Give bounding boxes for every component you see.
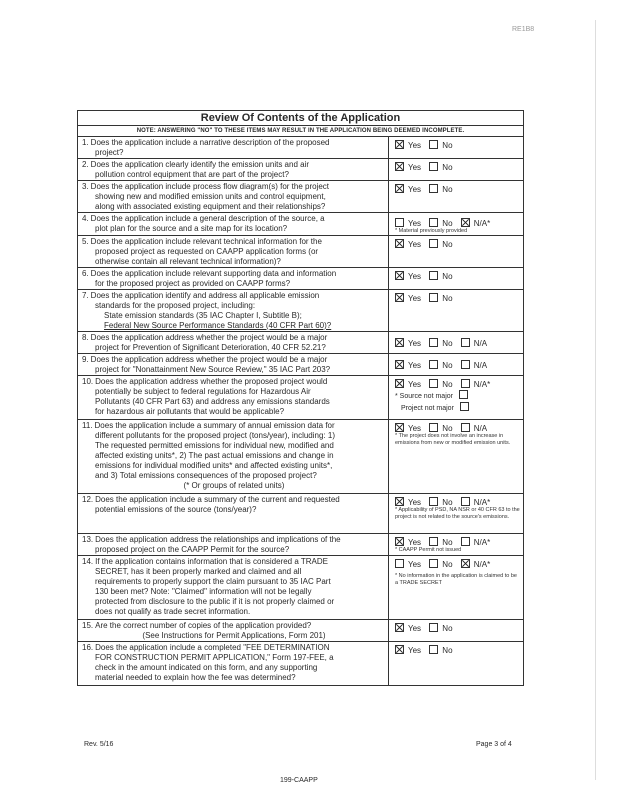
question-row-6 — [78, 268, 524, 290]
question-row-16 — [78, 642, 524, 686]
question-text: 5. Does the application include relevant technical information for the proposed project as requested on CAAPP application forms (or otherwise contain all relevant technical information)? — [78, 236, 389, 268]
yes-checkbox[interactable] — [395, 140, 404, 149]
yes-checkbox[interactable] — [395, 239, 404, 248]
review-table — [77, 110, 524, 686]
page-number: Page 3 of 4 — [476, 741, 512, 748]
yes-checkbox[interactable] — [395, 537, 404, 546]
no-checkbox[interactable] — [429, 423, 438, 432]
question-text: 13. Does the application address the relationships and implications of the proposed project on the CAAPP Permit for the source? — [78, 534, 389, 556]
no-checkbox[interactable] — [429, 497, 438, 506]
answer-cell: Yes No N/A* * No information in the application is claimed to be a TRADE SECRET — [389, 556, 524, 620]
project-not-major-label: Project not major — [401, 405, 454, 412]
answer-cell: Yes No N/A* * CAAPP Permit not issued — [389, 534, 524, 556]
question-text: 9. Does the application address whether the project would be a major project for "Nonattainment New Source Review," 35 IAC Part 203? — [78, 354, 389, 376]
no-checkbox[interactable] — [429, 645, 438, 654]
form-number: 199-CAAPP — [280, 777, 318, 784]
na-checkbox[interactable] — [461, 218, 470, 227]
question-text: 11. Does the application include a summary of annual emission data for different pollutants for the proposed project (tons/year), including: 1) The requested permitted emissions for individual new, modified and affected existing units*, 2) The past actual emissions and change in emissions for individual modified units* and affected existing units*, and 3) Total emissions consequences of the proposed project? (* Or groups of related units) — [78, 420, 389, 494]
na-checkbox[interactable] — [461, 537, 470, 546]
no-checkbox[interactable] — [429, 218, 438, 227]
answer-note: * CAAPP Permit not issued — [395, 547, 462, 553]
yes-checkbox[interactable] — [395, 379, 404, 388]
no-checkbox[interactable] — [429, 559, 438, 568]
question-text: 10. Does the application address whether the proposed project would potentially be subject to federal regulations for Hazardous Air Pollutants (40 CFR Part 63) and address any emissions standards for hazardous air pollutants that would be applicable? — [78, 376, 389, 420]
question-text: 6. Does the application include relevant supporting data and information for the proposed project as provided on CAAPP forms? — [78, 268, 389, 290]
answer-cell: Yes No — [389, 181, 524, 213]
question-row-7 — [78, 290, 524, 332]
na-checkbox[interactable] — [461, 379, 470, 388]
question-row-5 — [78, 236, 524, 268]
no-checkbox[interactable] — [429, 162, 438, 171]
answer-note: * The project does not involve an increase in emissions from new or modified emission units. — [395, 433, 511, 446]
no-checkbox[interactable] — [429, 623, 438, 632]
no-checkbox[interactable] — [429, 184, 438, 193]
source-not-major-label: * Source not major — [395, 393, 453, 400]
answer-cell: Yes No — [389, 620, 524, 642]
na-checkbox[interactable] — [461, 559, 470, 568]
answer-cell: Yes No N/A — [389, 332, 524, 354]
table-title: Review Of Contents of the Application — [78, 111, 524, 126]
yes-checkbox[interactable] — [395, 338, 404, 347]
question-text: 14. If the application contains information that is considered a TRADE SECRET, has it been properly marked and claimed and all requirements to properly support the claim pursuant to 35 IAC Part 130 been met? Note: "Claimed" information will not be legally protected from disclosure to the public if it is not properly claimed or does not qualify as trade secret information. — [78, 556, 389, 620]
question-row-3 — [78, 181, 524, 213]
question-row-4 — [78, 213, 524, 236]
yes-checkbox[interactable] — [395, 645, 404, 654]
question-row-12 — [78, 494, 524, 534]
question-text: 1. Does the application include a narrative description of the proposed project? — [78, 137, 389, 159]
question-text: 15. Are the correct number of copies of the application provided? (See Instructions for Permit Applications, Form 201) — [78, 620, 389, 642]
question-text: 2. Does the application clearly identify the emission units and air pollution control equipment that are part of the project? — [78, 159, 389, 181]
question-row-8 — [78, 332, 524, 354]
answer-cell: Yes No — [389, 290, 524, 332]
right-margin-line — [595, 20, 596, 780]
answer-cell: Yes No N/A* * Source not major Project not major — [389, 376, 524, 420]
incomplete-note: NOTE: ANSWERING "NO" TO THESE ITEMS MAY RESULT IN THE APPLICATION BEING DEEMED INCOMPLETE. — [78, 126, 524, 137]
yes-checkbox[interactable] — [395, 271, 404, 280]
question-row-9 — [78, 354, 524, 376]
source-not-major-checkbox[interactable] — [459, 390, 468, 399]
yes-checkbox[interactable] — [395, 559, 404, 568]
na-checkbox[interactable] — [461, 423, 470, 432]
question-row-13 — [78, 534, 524, 556]
no-checkbox[interactable] — [429, 379, 438, 388]
header-code: RE1B8 — [512, 26, 535, 33]
question-text: 8. Does the application address whether the project would be a major project for Prevention of Significant Deterioration, 40 CFR 52.21? — [78, 332, 389, 354]
yes-checkbox[interactable] — [395, 423, 404, 432]
question-text: 12. Does the application include a summary of the current and requested potential emissions of the source (tons/year)? — [78, 494, 389, 534]
answer-cell: Yes No — [389, 236, 524, 268]
question-text: 4. Does the application include a general description of the source, a plot plan for the source and a site map for its location? — [78, 213, 389, 236]
answer-cell: Yes No — [389, 268, 524, 290]
question-row-1 — [78, 137, 524, 159]
question-text: 3. Does the application include process flow diagram(s) for the project showing new and modified emission units and control equipment, along with associated existing equipment and their relationships? — [78, 181, 389, 213]
revision-date: Rev. 5/16 — [84, 741, 114, 748]
no-checkbox[interactable] — [429, 360, 438, 369]
yes-checkbox[interactable] — [395, 623, 404, 632]
question-text: 7. Does the application identify and address all applicable emission standards for the proposed project, including: State emission standards (35 IAC Chapter I, Subtitle B); Federal New Source Performance Standards (40 CFR Part 60)? — [78, 290, 389, 332]
answer-cell: Yes No — [389, 137, 524, 159]
answer-cell: Yes No N/A* * Applicability of PSD, NA NSR or 40 CFR 63 to the project is not related to the source's emissions. — [389, 494, 524, 534]
no-checkbox[interactable] — [429, 140, 438, 149]
answer-note: * Material previously provided — [395, 228, 468, 234]
question-row-10 — [78, 376, 524, 420]
answer-cell: Yes No N/A * The project does not involve an increase in emissions from new or modified emission units. — [389, 420, 524, 494]
no-checkbox[interactable] — [429, 271, 438, 280]
answer-cell: Yes No — [389, 642, 524, 686]
answer-note: * Applicability of PSD, NA NSR or 40 CFR 63 to the project is not related to the source's emissions. — [395, 507, 520, 520]
answer-cell: Yes No N/A* * Material previously provided — [389, 213, 524, 236]
na-checkbox[interactable] — [461, 497, 470, 506]
no-checkbox[interactable] — [429, 293, 438, 302]
question-row-14 — [78, 556, 524, 620]
yes-checkbox[interactable] — [395, 218, 404, 227]
no-checkbox[interactable] — [429, 537, 438, 546]
na-checkbox[interactable] — [461, 338, 470, 347]
yes-checkbox[interactable] — [395, 162, 404, 171]
question-row-11 — [78, 420, 524, 494]
no-checkbox[interactable] — [429, 239, 438, 248]
question-text: 16. Does the application include a completed "FEE DETERMINATION FOR CONSTRUCTION PERMIT APPLICATION," Form 197-FEE, a check in the amount indicated on this form, and any supporting material needed to explain how the fee was determined? — [78, 642, 389, 686]
no-checkbox[interactable] — [429, 338, 438, 347]
yes-checkbox[interactable] — [395, 184, 404, 193]
question-row-15 — [78, 620, 524, 642]
answer-cell: Yes No N/A — [389, 354, 524, 376]
na-checkbox[interactable] — [461, 360, 470, 369]
yes-checkbox[interactable] — [395, 293, 404, 302]
answer-cell: Yes No — [389, 159, 524, 181]
question-row-2 — [78, 159, 524, 181]
yes-checkbox[interactable] — [395, 497, 404, 506]
project-not-major-checkbox[interactable] — [460, 402, 469, 411]
answer-note: * No information in the application is claimed to be a TRADE SECRET — [395, 573, 517, 586]
yes-checkbox[interactable] — [395, 360, 404, 369]
